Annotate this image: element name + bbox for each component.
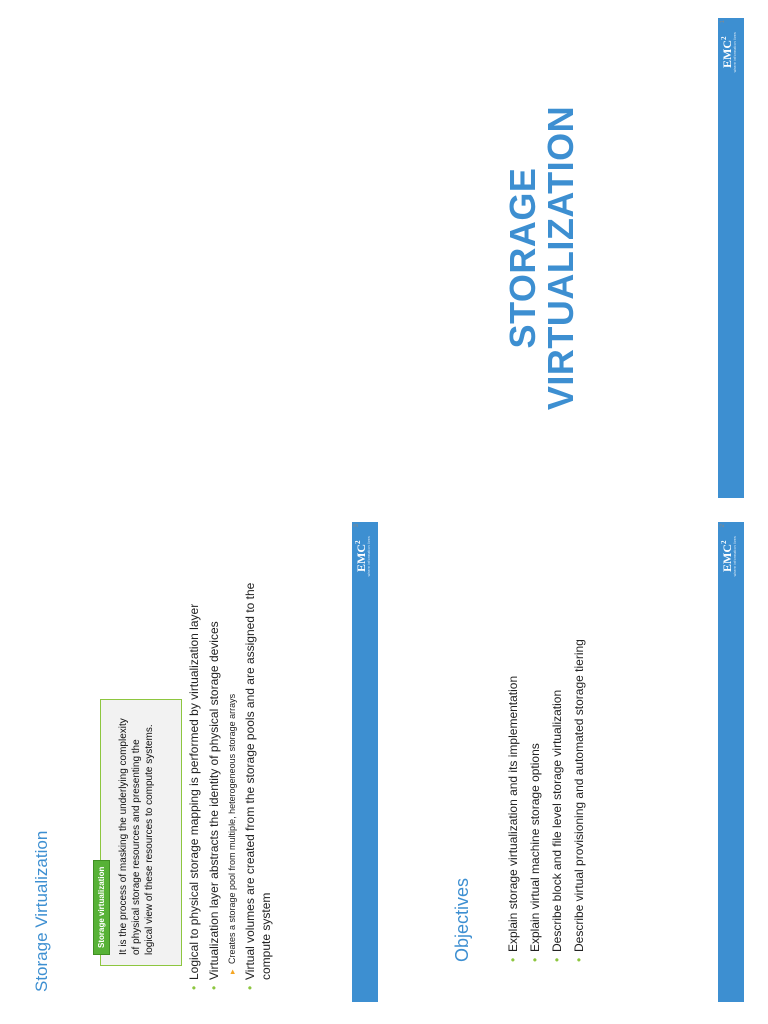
list-item: • Explain storage virtualization and its implementation (506, 675, 520, 962)
emc-logo: EMC$^2$ where information lives (354, 536, 371, 577)
emc-logo: EMC$^2$ where information lives (720, 536, 737, 577)
slide-1 (384, 18, 744, 498)
emc-logo: EMC$^2$ where information lives (720, 32, 737, 73)
slide-2 (384, 522, 744, 1002)
list-item: • Describe virtual provisioning and automated storage tiering (572, 639, 586, 962)
page-number: 3 (354, 524, 360, 528)
list-item: • Explain virtual machine storage options (528, 743, 542, 962)
list-item: • Logical to physical storage mapping is performed by virtualization layer (187, 603, 201, 990)
definition-box (97, 699, 182, 966)
slide-4 (18, 18, 378, 498)
title-line-2: VIRTUALIZATION (540, 105, 581, 411)
objectives-list (502, 532, 590, 962)
footer-bar (352, 522, 378, 1002)
bullet-list (186, 540, 274, 990)
slide-heading: Storage Virtualization (32, 830, 51, 992)
title-line-1: STORAGE (502, 167, 543, 349)
page-number: 2 (720, 524, 726, 528)
list-item: • Virtualization layer abstracts the identity of physical storage devices (207, 621, 221, 990)
slide-3 (18, 522, 378, 1002)
slide-heading: Objectives (452, 877, 472, 962)
list-item: ▸ Creates a storage pool from multiple, heterogeneous storage arrays (227, 693, 237, 974)
page-number: 1 (720, 20, 726, 24)
footer-bar (718, 18, 744, 498)
definition-tag: Storage virtualization (93, 860, 110, 955)
definition-text: It is the process of masking the underlying complexity of physical storage resources and presenting the logical view of these resources to compute systems. (118, 718, 155, 955)
list-item: • Describe block and file level storage virtualization (550, 689, 564, 962)
footer-bar (718, 522, 744, 1002)
list-item: • Virtual volumes are created from the storage pools and are assigned to the compute system (243, 582, 273, 990)
slide-title (504, 18, 580, 498)
